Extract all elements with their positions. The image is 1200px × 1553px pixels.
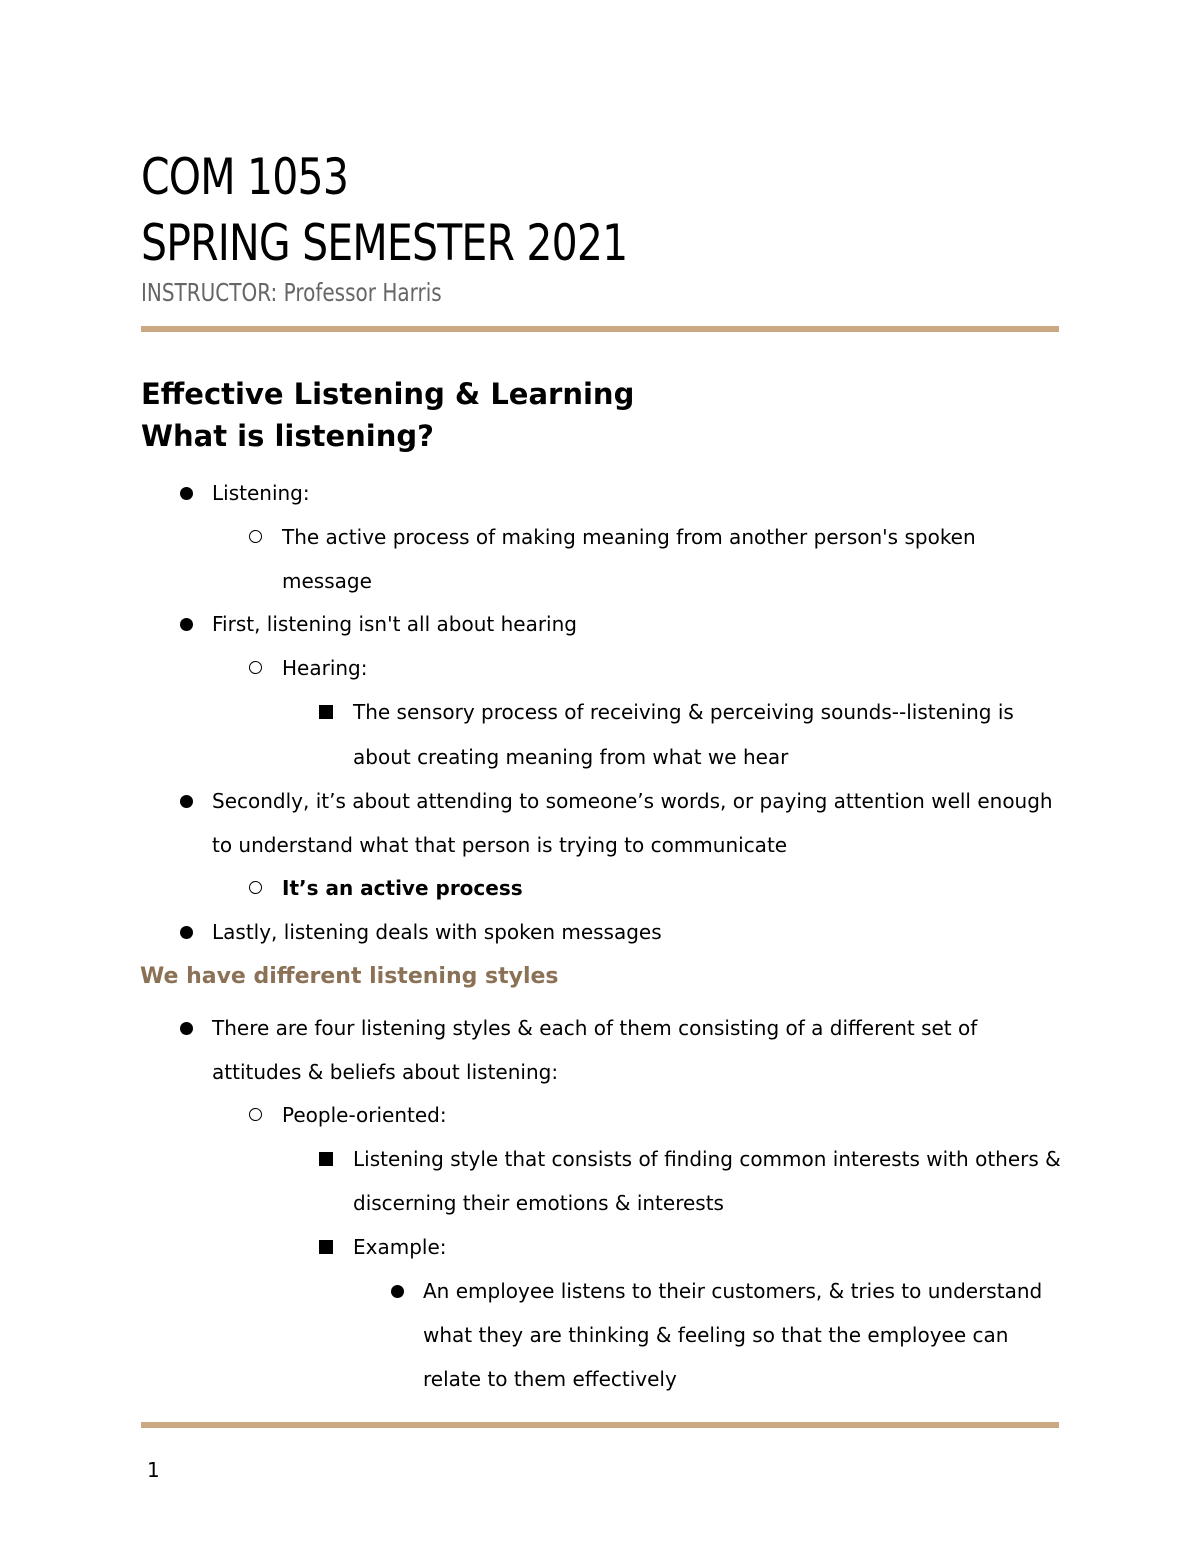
list-item-continuation: about creating meaning from what we hear: [353, 745, 789, 769]
list-item: Lastly, listening deals with spoken messages: [212, 910, 662, 954]
disc-bullet-icon: [180, 618, 193, 631]
square-bullet-icon: [319, 1152, 333, 1166]
list-item: The sensory process of receiving & perceiving sounds--listening is: [353, 690, 1014, 734]
list-item-continuation: to understand what that person is trying to communicate: [212, 833, 788, 857]
list-item: It’s an active process: [282, 866, 523, 910]
list-item: Listening:: [212, 471, 310, 515]
disc-bullet-icon: [180, 1022, 193, 1035]
circle-bullet-icon: [249, 661, 262, 674]
list-item-continuation: attitudes & beliefs about listening:: [212, 1060, 559, 1084]
list-item: Hearing:: [282, 646, 368, 690]
disc-bullet-icon: [180, 926, 193, 939]
list-item: First, listening isn't all about hearing: [212, 602, 577, 646]
section-heading-styles: We have different listening styles: [140, 964, 559, 989]
disc-bullet-icon: [180, 795, 193, 808]
list-item-continuation: relate to them effectively: [423, 1367, 677, 1391]
list-item: Listening style that consists of finding common interests with others &: [353, 1137, 1061, 1181]
disc-bullet-icon: [180, 487, 193, 500]
list-item-continuation: what they are thinking & feeling so that the employee can: [423, 1323, 1009, 1347]
list-item: Example:: [353, 1225, 447, 1269]
list-item: Secondly, it’s about attending to someone’s words, or paying attention well enough: [212, 779, 1053, 823]
list-item-continuation: message: [282, 569, 372, 593]
disc-bullet-icon: [391, 1285, 404, 1298]
top-divider: [141, 326, 1059, 332]
list-item: The active process of making meaning from another person's spoken: [282, 515, 976, 559]
circle-bullet-icon: [249, 530, 262, 543]
list-item-continuation: discerning their emotions & interests: [353, 1191, 724, 1215]
page-number: 1: [147, 1458, 160, 1482]
section-subheading: What is listening?: [141, 419, 434, 453]
square-bullet-icon: [319, 705, 333, 719]
list-item: An employee listens to their customers, & tries to understand: [423, 1269, 1042, 1313]
semester-title: SPRING SEMESTER 2021: [141, 214, 628, 272]
instructor-line: INSTRUCTOR: Professor Harris: [141, 278, 442, 307]
square-bullet-icon: [319, 1240, 333, 1254]
list-item: People-oriented:: [282, 1093, 447, 1137]
circle-bullet-icon: [249, 881, 262, 894]
section-heading: Effective Listening & Learning: [141, 377, 635, 411]
list-item: There are four listening styles & each of them consisting of a different set of: [212, 1006, 977, 1050]
bottom-divider: [141, 1422, 1059, 1428]
course-code-title: COM 1053: [141, 148, 349, 206]
circle-bullet-icon: [249, 1108, 262, 1121]
